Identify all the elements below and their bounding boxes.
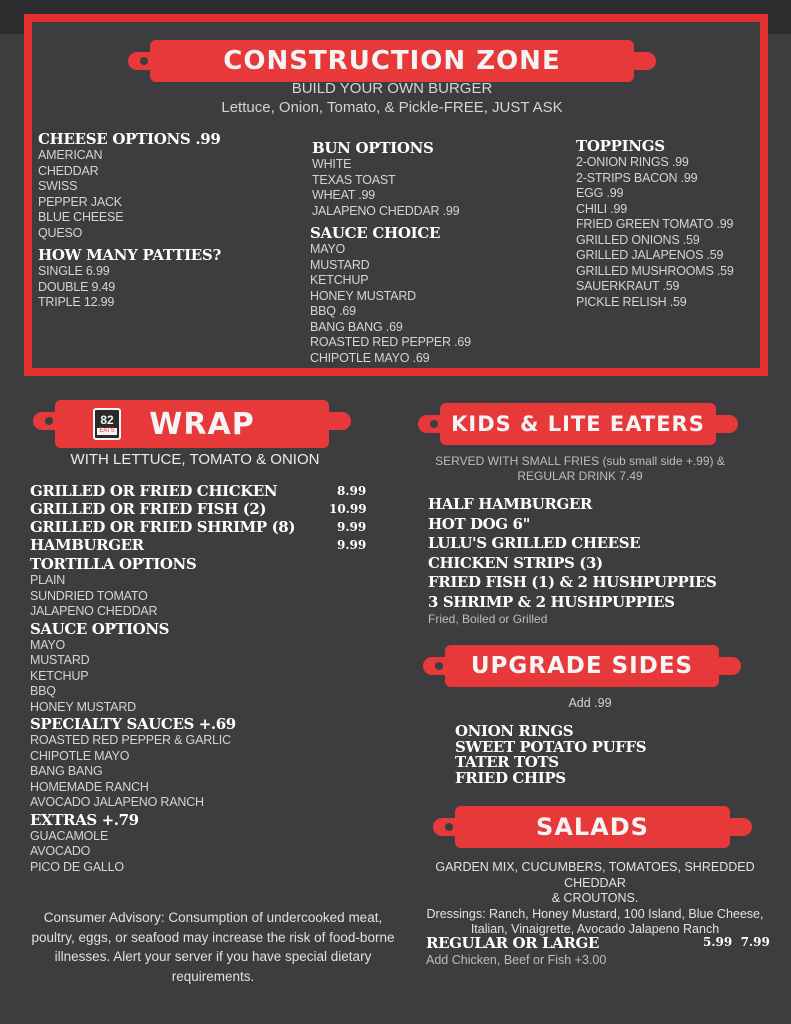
- kids-item: HALF HAMBURGER: [428, 495, 592, 513]
- shrimp-note: Fried, Boiled or Grilled: [428, 612, 548, 626]
- cheese-options: [38, 131, 298, 241]
- patties-heading: HOW MANY PATTIES?: [38, 246, 221, 264]
- wrap-main-row: GRILLED OR FRIED CHICKEN 8.99: [30, 482, 367, 500]
- kids-banner: [440, 403, 716, 445]
- cheese-item: SWISS: [38, 179, 78, 193]
- wrap-options: [30, 555, 330, 875]
- sauce-item: MAYO: [310, 242, 346, 256]
- extras-item: AVOCADO: [30, 844, 91, 858]
- upgrade-note: Add .99: [568, 696, 612, 710]
- route-82-logo: 82 EATS: [93, 408, 121, 440]
- construction-subtitle: BUILD YOUR OWN BURGER: [291, 80, 493, 97]
- upgrade-item: FRIED CHIPS: [455, 768, 566, 787]
- tortilla-item: JALAPENO CHEDDAR: [30, 604, 158, 618]
- topping-item: SAUERKRAUT .59: [576, 279, 680, 293]
- bun-options: [312, 140, 562, 219]
- toppings: [576, 138, 756, 310]
- kids-items: [428, 495, 768, 626]
- upgrade-item: TATER TOTS: [455, 753, 559, 771]
- tortilla-heading: TORTILLA OPTIONS: [30, 555, 197, 573]
- sauce-item: MUSTARD: [310, 257, 370, 272]
- sauce-item: HONEY MUSTARD: [310, 288, 416, 303]
- topping-item: GRILLED JALAPENOS .59: [576, 248, 724, 262]
- tortilla-item: SUNDRIED TOMATO: [30, 588, 148, 603]
- toppings-heading: TOPPINGS: [576, 137, 665, 155]
- extras-heading: EXTRAS +.79: [30, 810, 139, 829]
- bun-item: WHITE: [312, 157, 352, 171]
- wrap-subtitle: WITH LETTUCE, TOMATO & ONION: [70, 451, 320, 468]
- construction-zone-title: CONSTRUCTION ZONE: [223, 46, 561, 76]
- cheese-heading: CHEESE OPTIONS .99: [38, 130, 221, 148]
- salad-prices: 5.99 7.99: [703, 935, 770, 949]
- specialty-item: CHIPOTLE MAYO: [30, 748, 130, 763]
- wrap-banner: [55, 400, 329, 448]
- topping-item: 2-ONION RINGS .99: [576, 155, 689, 169]
- patty-item: DOUBLE 9.49: [38, 279, 116, 294]
- wrap-sauce-item: BBQ: [30, 684, 56, 698]
- specialty-item: BANG BANG: [30, 764, 103, 778]
- bun-item: JALAPENO CHEDDAR .99: [312, 203, 460, 218]
- cheese-item: CHEDDAR: [38, 163, 99, 178]
- tortilla-item: PLAIN: [30, 573, 66, 587]
- consumer-advisory: Consumer Advisory: Consumption of undercooked meat, poultry, eggs, or seafood may increase the risk of food-borne illnesses. Alert your server if you have special dietary requirements.: [31, 910, 395, 984]
- sauce-item: KETCHUP: [310, 273, 369, 287]
- wrap-sauce-item: HONEY MUSTARD: [30, 699, 136, 714]
- kids-item: CHICKEN STRIPS (3): [428, 553, 603, 572]
- patty-item: TRIPLE 12.99: [38, 295, 115, 309]
- specialty-heading: SPECIALTY SAUCES +.69: [30, 715, 236, 733]
- kids-title: KIDS & LITE EATERS: [451, 412, 705, 436]
- cheese-item: PEPPER JACK: [38, 194, 122, 209]
- upgrade-sides-title: UPGRADE SIDES: [470, 653, 694, 679]
- bun-item: TEXAS TOAST: [312, 172, 396, 187]
- upgrade-items: [455, 724, 755, 786]
- sauce-choice-heading: SAUCE CHOICE: [310, 224, 441, 242]
- bun-item: WHEAT .99: [312, 188, 376, 202]
- cheese-item: BLUE CHEESE: [38, 210, 124, 224]
- topping-item: 2-STRIPS BACON .99: [576, 170, 698, 185]
- sauce-choice: [310, 225, 560, 366]
- wrap-main-row: GRILLED OR FRIED SHRIMP (8) 9.99: [30, 518, 367, 536]
- specialty-item: AVOCADO JALAPENO RANCH: [30, 795, 204, 809]
- wrap-sauce-heading: SAUCE OPTIONS: [30, 619, 170, 638]
- salads-banner: [455, 806, 730, 848]
- topping-item: GRILLED MUSHROOMS .59: [576, 263, 734, 278]
- kids-item: 3 SHRIMP & 2 HUSHPUPPIES: [428, 592, 675, 611]
- salad-addon: Add Chicken, Beef or Fish +3.00: [426, 953, 607, 967]
- wrap-mains: [30, 482, 375, 554]
- extras-item: PICO DE GALLO: [30, 859, 124, 874]
- sauce-item: BANG BANG .69: [310, 319, 403, 334]
- kids-item: HOT DOG 6": [428, 514, 530, 533]
- specialty-item: HOMEMADE RANCH: [30, 779, 149, 794]
- topping-item: EGG .99: [576, 186, 624, 200]
- wrap-main-row: HAMBURGER 9.99: [30, 536, 367, 554]
- sauce-item: CHIPOTLE MAYO .69: [310, 350, 430, 365]
- bun-heading: BUN OPTIONS: [312, 139, 434, 157]
- upgrade-item: ONION RINGS: [455, 722, 574, 740]
- wrap-title: WRAP: [149, 406, 255, 442]
- wrap-sauce-item: MAYO: [30, 637, 66, 652]
- patty-item: SINGLE 6.99: [38, 264, 110, 278]
- topping-item: CHILI .99: [576, 201, 628, 216]
- construction-note: Lettuce, Onion, Tomato, & Pickle-FREE, JUST ASK: [221, 99, 563, 116]
- patties-options: [38, 247, 298, 311]
- salads-description: GARDEN MIX, CUCUMBERS, TOMATOES, SHREDDED CHEDDAR & CROUTONS. Dressings: Ranch, Honey Mustard, 100 Island, Blue Cheese, Italian, Vinaigrette, Avocado Jalapeno Ranch: [426, 860, 764, 936]
- sauce-item: ROASTED RED PEPPER .69: [310, 335, 471, 349]
- cheese-item: QUESO: [38, 225, 83, 240]
- construction-zone-banner: [150, 40, 634, 82]
- topping-item: PICKLE RELISH .59: [576, 294, 687, 309]
- kids-item: LULU'S GRILLED CHEESE: [428, 534, 641, 552]
- kids-note: SERVED WITH SMALL FRIES (sub small side +.99) & REGULAR DRINK 7.49: [435, 454, 725, 483]
- specialty-item: ROASTED RED PEPPER & GARLIC: [30, 733, 231, 747]
- topping-item: FRIED GREEN TOMATO .99: [576, 217, 734, 231]
- kids-item: FRIED FISH (1) & 2 HUSHPUPPIES: [428, 573, 717, 591]
- cheese-item: AMERICAN: [38, 148, 103, 162]
- salads-title: SALADS: [536, 813, 649, 841]
- topping-item: GRILLED ONIONS .59: [576, 232, 700, 247]
- sauce-item: BBQ .69: [310, 304, 356, 318]
- salad-size: REGULAR OR LARGE: [426, 934, 599, 952]
- wrap-main-row: GRILLED OR FRIED FISH (2) 10.99: [30, 500, 367, 518]
- upgrade-item: SWEET POTATO PUFFS: [455, 737, 647, 756]
- wrap-sauce-item: KETCHUP: [30, 668, 89, 683]
- extras-item: GUACAMOLE: [30, 828, 109, 843]
- upgrade-sides-banner: [445, 645, 719, 687]
- wrap-sauce-item: MUSTARD: [30, 653, 90, 667]
